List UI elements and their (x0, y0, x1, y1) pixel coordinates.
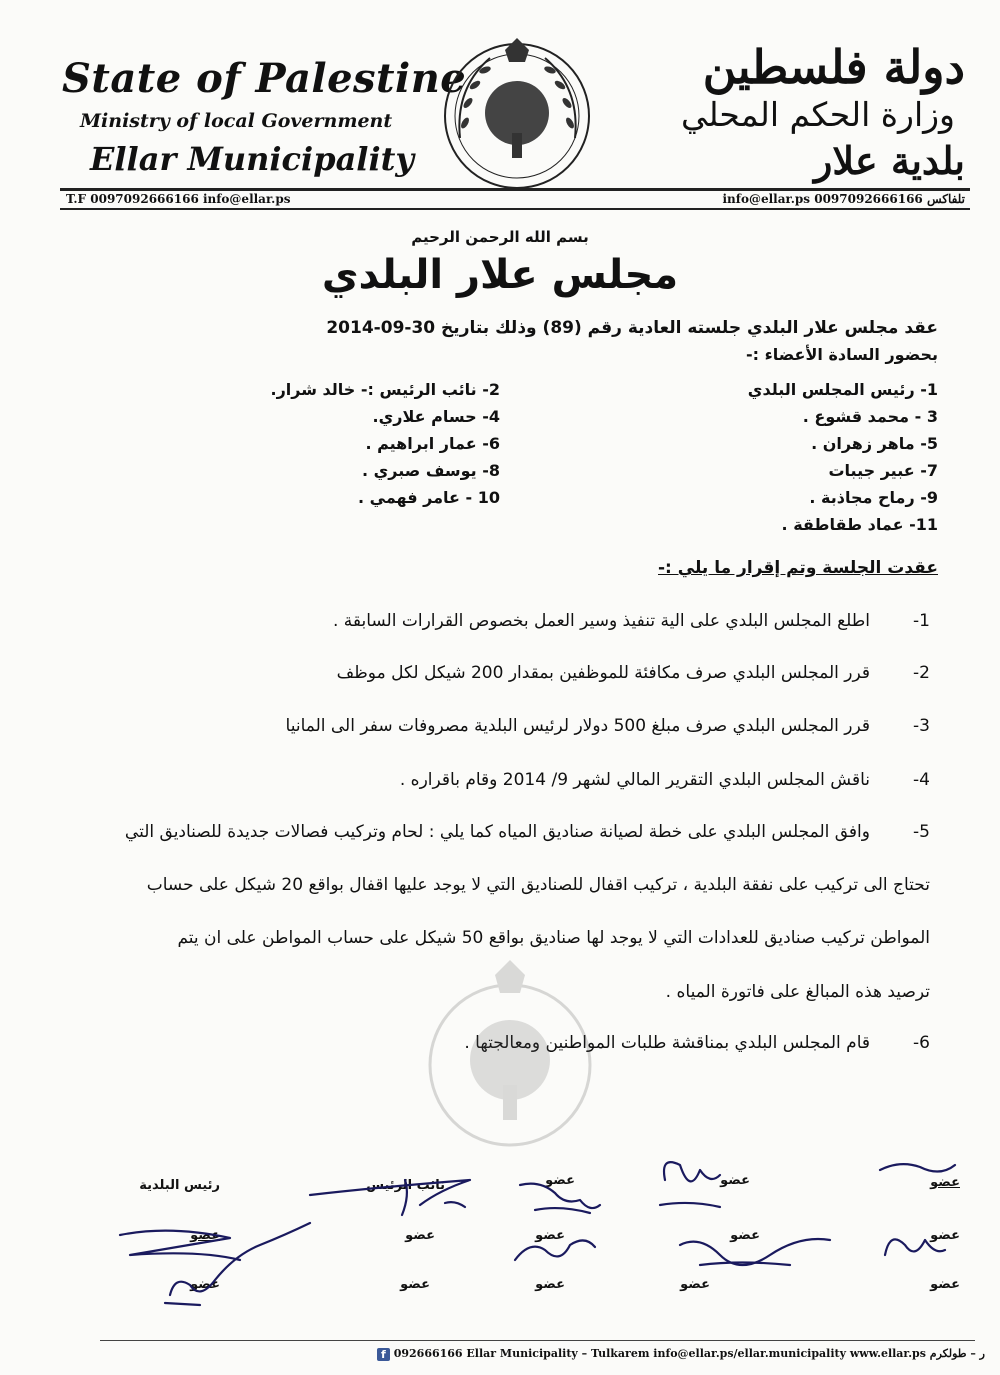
header-divider (60, 188, 970, 191)
member-item: 7- عبير جيبات (828, 461, 938, 480)
member-item: 10 - عامر فهمي . (357, 488, 500, 507)
page-title: مجلس علار البلدي (321, 252, 679, 298)
facebook-icon: f (377, 1348, 390, 1361)
resolution-text: قام المجلس البلدي بمناقشة طلبات المواطنين ومعالجتها . (464, 1033, 870, 1053)
resolution-text: اطلع المجلس البلدي على الية تنفيذ وسير العمل بخصوص القرارات السابقة . (332, 611, 870, 631)
signature-label-member: عضو (545, 1173, 575, 1188)
session-intro: عقد مجلس علار البلدي جلسته العادية رقم (89) وذلك بتاريخ 30-09-2014 (326, 318, 938, 338)
attendance-label: بحضور السادة الأعضاء :- (745, 345, 938, 364)
signature-label-member: عضو (930, 1277, 960, 1292)
resolution-continuation: ترصيد هذه المبالغ على فاتورة المياه . (665, 982, 930, 1002)
signature-label-member: عضو (190, 1228, 220, 1243)
resolution-number: -6 (913, 1033, 930, 1053)
signature-label-member: عضو (190, 1277, 220, 1292)
footer-divider (100, 1340, 975, 1341)
resolution-text: قرر المجلس البلدي صرف مبلغ 500 دولار لرئيس البلدية مصروفات سفر الى المانيا (285, 716, 870, 736)
handwritten-signatures (0, 955, 1000, 1335)
signature-label-member: عضو (405, 1228, 435, 1243)
resolution-text: ناقش المجلس البلدي التقرير المالي لشهر 9/ 2014 وقام باقراره . (399, 770, 870, 790)
member-item: 2- نائب الرئيس :- خالد شرار. (270, 380, 500, 399)
signature-label-member: عضو (680, 1277, 710, 1292)
resolution-continuation: المواطن تركيب صناديق للعدادات التي لا يوجد لها صناديق بواقع 50 شيكل على حساب المواطن على ان يتم (177, 928, 930, 948)
footer-text-en: 092666166 Ellar Municipality – Tulkarem info@ellar.ps/ellar.municipality www.ellar.ps (393, 1347, 926, 1360)
member-item: 1- رئيس المجلس البلدي (747, 380, 938, 399)
municipality-emblem-icon (435, 28, 600, 198)
resolution-text: وافق المجلس البلدي على خطة لصيانة صناديق المياه كما يلي : لحام وتركيب فصالات جديدة للصناديق التي (124, 822, 870, 842)
signature-label-member: عضو (535, 1228, 565, 1243)
signature-label-member: عضو (930, 1228, 960, 1243)
header-divider-bottom (60, 208, 970, 210)
resolution-continuation: تحتاج الى تركيب على نفقة البلدية ، تركيب اقفال للصناديق التي لا يوجد عليها اقفال بواقع 20 شيكل على حساب (146, 875, 930, 895)
signature-label-member: عضو (720, 1173, 750, 1188)
member-item: 4- حسام علاري. (372, 407, 500, 426)
resolution-number: -5 (913, 822, 930, 842)
member-item: 5- ماهر زهران . (811, 434, 938, 453)
header-en-state: State of Palestine (62, 55, 467, 102)
member-item: 11- عماد طقاطقة . (781, 515, 938, 534)
signature-label-member: عضو (400, 1277, 430, 1292)
header-contact-ar: تلفاكس 0097092666166 info@ellar.ps (722, 192, 965, 206)
resolution-number: -3 (913, 716, 930, 736)
signature-label-deputy: نائب الرئيس (366, 1178, 445, 1193)
header-ar-state: دولة فلسطين (702, 40, 965, 94)
footer-text-ar: ر – طولكرم (929, 1347, 985, 1360)
resolution-text: قرر المجلس البلدي صرف مكافئة للموظفين بمقدار 200 شيكل لكل موظف (336, 663, 870, 683)
signature-label-member: عضو (730, 1228, 760, 1243)
footer (377, 1347, 985, 1361)
member-item: 8- يوسف صبري . (361, 461, 500, 480)
member-item: 6- عمار ابراهيم . (365, 434, 500, 453)
basmala: بسم الله الرحمن الرحيم (411, 228, 589, 246)
signature-label-mayor: رئيس البلدية (139, 1178, 220, 1193)
member-item: 9- رماح مجاذبة . (809, 488, 938, 507)
header-en-municipality: Ellar Municipality (90, 140, 414, 178)
header-contact-en: T.F 0097092666166 info@ellar.ps (66, 192, 291, 206)
member-item: 3 - محمد قشوع . (802, 407, 938, 426)
resolution-number: -4 (913, 770, 930, 790)
header-en-ministry: Ministry of local Government (80, 110, 393, 132)
header-ar-ministry: وزارة الحكم المحلي (681, 95, 955, 134)
resolution-number: -1 (913, 611, 930, 631)
signature-label-member: عضو (930, 1175, 960, 1190)
header-ar-municipality: بلدية علار (814, 138, 965, 183)
signature-label-member: عضو (535, 1277, 565, 1292)
resolution-number: -2 (913, 663, 930, 683)
resolutions-heading: عقدت الجلسة وتم إقرار ما يلي :- (658, 558, 938, 578)
